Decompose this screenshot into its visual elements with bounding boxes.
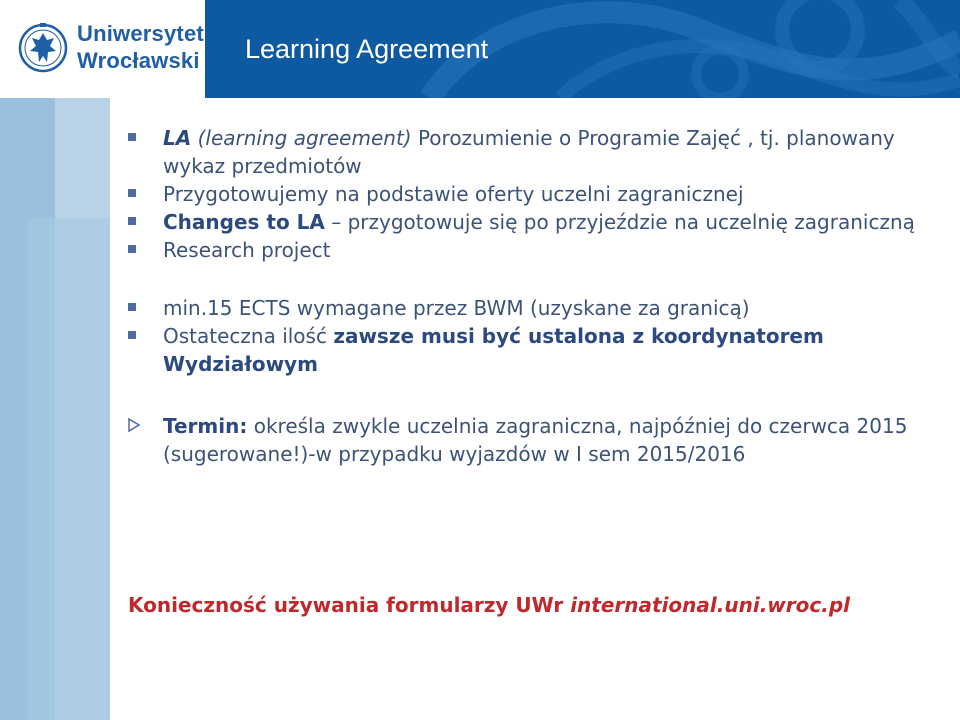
bullet-text: Ostateczna ilość — [163, 324, 334, 348]
square-bullet-icon — [128, 133, 136, 141]
bold-italic-term: LA — [163, 126, 192, 150]
bold-term: Termin: — [163, 414, 248, 438]
bullet-text: – przygotowuje się po przyjeździe na uczelnię zagraniczną — [324, 210, 915, 234]
bullet-text: Porozumienie o Programie Zajęć , tj. planowany wykaz przedmiotów — [163, 126, 895, 178]
slide-title: Learning Agreement — [245, 34, 489, 64]
strip-shade-2 — [28, 218, 110, 720]
bullet-item — [128, 322, 958, 378]
header-bar — [0, 0, 960, 98]
bullet-text: określa zwykle uczelnia zagraniczna, najpóźniej do czerwca 2015 (sugerowane!)-w przypadku wyjazdów w I sem 2015/2016 — [163, 414, 908, 466]
footer-text: Konieczność używania formularzy UWr — [128, 593, 571, 617]
bullet-list — [128, 124, 958, 468]
logo-line-1: Uniwersytet — [77, 21, 204, 46]
university-logo — [0, 0, 205, 98]
bullet-item — [128, 124, 958, 180]
bullet-text: Przygotowujemy na podstawie oferty uczelni zagranicznej — [163, 182, 744, 206]
square-bullet-icon — [128, 245, 136, 253]
bold-term: Changes to LA — [163, 210, 325, 234]
bold-term: zawsze musi być ustalona z koordynatorem Wydziałowym — [163, 324, 824, 376]
eagle-emblem-icon — [18, 18, 68, 80]
logo-line-2: Wrocławski — [77, 48, 200, 73]
bullet-text: Research project — [163, 238, 331, 262]
square-bullet-icon — [128, 303, 136, 311]
bullet-item — [128, 294, 958, 322]
logo-text — [77, 20, 204, 74]
bullet-item — [128, 412, 958, 468]
footer-note — [128, 593, 850, 617]
footer-link[interactable]: international.uni.wroc.pl — [570, 593, 850, 617]
square-bullet-icon — [128, 217, 136, 225]
left-decorative-strip — [0, 98, 110, 720]
bullet-item — [128, 236, 958, 264]
square-bullet-icon — [128, 331, 136, 339]
bullet-text: min.15 ECTS wymagane przez BWM (uzyskane za granicą) — [163, 296, 750, 320]
square-bullet-icon — [128, 189, 136, 197]
italic-term: (learning agreement) — [191, 126, 412, 150]
bullet-item — [128, 208, 958, 236]
arrow-bullet-icon — [126, 417, 142, 433]
bullet-item — [128, 180, 958, 208]
